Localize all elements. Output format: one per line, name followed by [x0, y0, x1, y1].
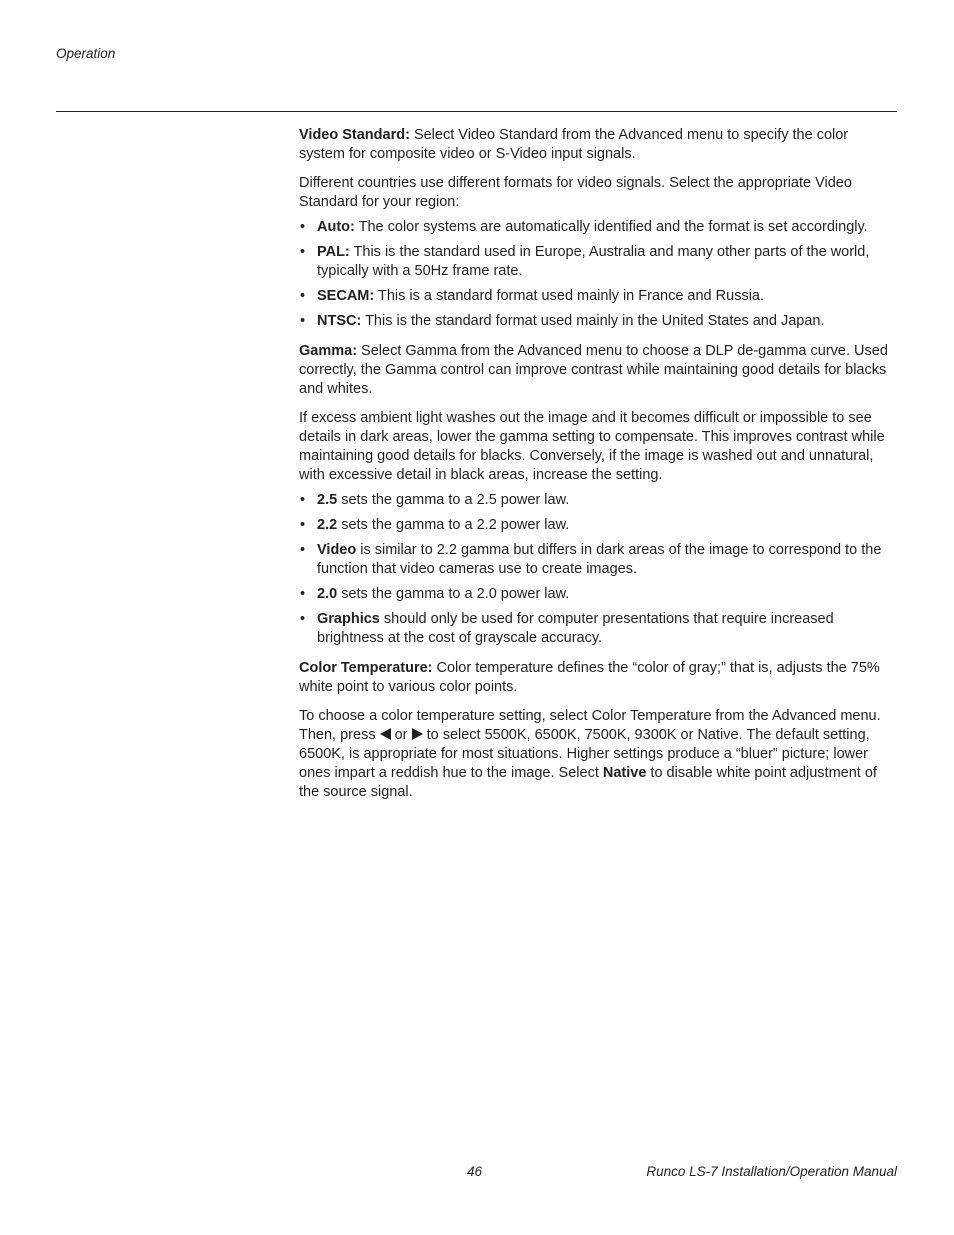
list-item: • Auto: The color systems are automatically identified and the format is set accordingly. [300, 219, 868, 235]
native-term: Native [602, 765, 647, 781]
detail-text: or [390, 727, 412, 743]
bullet-term: Graphics [317, 611, 380, 627]
list-item: • 2.5 sets the gamma to a 2.5 power law. [300, 492, 570, 508]
running-header: Operation [56, 46, 116, 61]
list-item: • SECAM: This is a standard format used mainly in France and Russia. [300, 288, 765, 304]
right-arrow-icon [412, 728, 423, 740]
gamma-list [299, 491, 897, 648]
gamma-paragraph [299, 342, 897, 399]
bullet-term: 2.2 [317, 517, 338, 533]
color-temperature-detail [299, 707, 897, 802]
bullet-text: sets the gamma to a 2.2 power law. [337, 517, 570, 533]
bullet-term: 2.5 [317, 492, 338, 508]
header-rule [56, 111, 897, 112]
list-item: • Graphics should only be used for computer presentations that require increased brightness at the cost of grayscale accuracy. [300, 611, 834, 646]
bullet-term: PAL: [317, 244, 350, 260]
list-item: • PAL: This is the standard used in Europe, Australia and many other parts of the world, typically with a 50Hz frame rate. [300, 244, 870, 279]
bullet-text: The color systems are automatically identified and the format is set accordingly. [354, 219, 868, 235]
video-standard-term: Video Standard: [299, 127, 410, 143]
color-temperature-text: Color temperature defines the “color of gray;” that is, adjusts the 75% white point to various color points. [299, 660, 880, 695]
video-standard-paragraph [299, 126, 897, 164]
list-item: • NTSC: This is the standard format used mainly in the United States and Japan. [300, 313, 825, 329]
video-standard-list [299, 218, 897, 331]
detail-text: To choose a color temperature setting, select Color Temperature from the Advanced menu. Then, press [299, 708, 881, 743]
bullet-text: sets the gamma to a 2.5 power law. [337, 492, 570, 508]
color-temperature-term: Color Temperature: [299, 660, 433, 676]
bullet-term: NTSC: [317, 313, 362, 329]
color-temperature-paragraph [299, 659, 897, 697]
bullet-term: Video [317, 542, 357, 558]
detail-text: to disable white point adjustment of the source signal. [299, 765, 877, 800]
detail-text: to select 5500K, 6500K, 7500K, 9300K or Native. The default setting, 6500K, is appropriate for most situations. Higher settings produce a “bluer” picture; lower ones impart a reddish hue to the image. Select [299, 727, 870, 781]
bullet-term: SECAM: [317, 288, 375, 304]
list-item: • 2.2 sets the gamma to a 2.2 power law. [300, 517, 570, 533]
list-item: • Video is similar to 2.2 gamma but differs in dark areas of the image to correspond to the function that video cameras use to create images. [300, 542, 882, 577]
video-standard-text: Select Video Standard from the Advanced menu to specify the color system for composite video or S-Video input signals. [299, 127, 849, 162]
bullet-term: Auto: [317, 219, 355, 235]
bullet-text: This is a standard format used mainly in France and Russia. [374, 288, 765, 304]
bullet-text: is similar to 2.2 gamma but differs in dark areas of the image to correspond to the function that video cameras use to create images. [317, 542, 882, 577]
bullet-text: sets the gamma to a 2.0 power law. [337, 586, 570, 602]
bullet-term: 2.0 [317, 586, 338, 602]
page-number: 46 [467, 1164, 483, 1179]
bullet-text: This is the standard used in Europe, Australia and many other parts of the world, typically with a 50Hz frame rate. [317, 244, 870, 279]
list-item: • 2.0 sets the gamma to a 2.0 power law. [300, 586, 570, 602]
gamma-detail: If excess ambient light washes out the image and it becomes difficult or impossible to see details in dark areas, lower the gamma setting to compensate. This improves contrast while maintaining good details for blacks. Conversely, if the image is washed out and unnatural, with excessive detail in black areas, increase the setting. [299, 410, 885, 483]
left-arrow-icon [380, 728, 391, 740]
main-content [299, 126, 897, 812]
manual-title: Runco LS-7 Installation/Operation Manual [646, 1164, 897, 1179]
bullet-text: should only be used for computer presentations that require increased brightness at the cost of grayscale accuracy. [317, 611, 834, 646]
video-standard-intro: Different countries use different formats for video signals. Select the appropriate Video Standard for your region: [299, 175, 852, 210]
gamma-term: Gamma: [299, 343, 358, 359]
gamma-text: Select Gamma from the Advanced menu to choose a DLP de-gamma curve. Used correctly, the Gamma control can improve contrast while maintaining good details for blacks and whites. [299, 343, 888, 397]
bullet-text: This is the standard format used mainly in the United States and Japan. [361, 313, 825, 329]
